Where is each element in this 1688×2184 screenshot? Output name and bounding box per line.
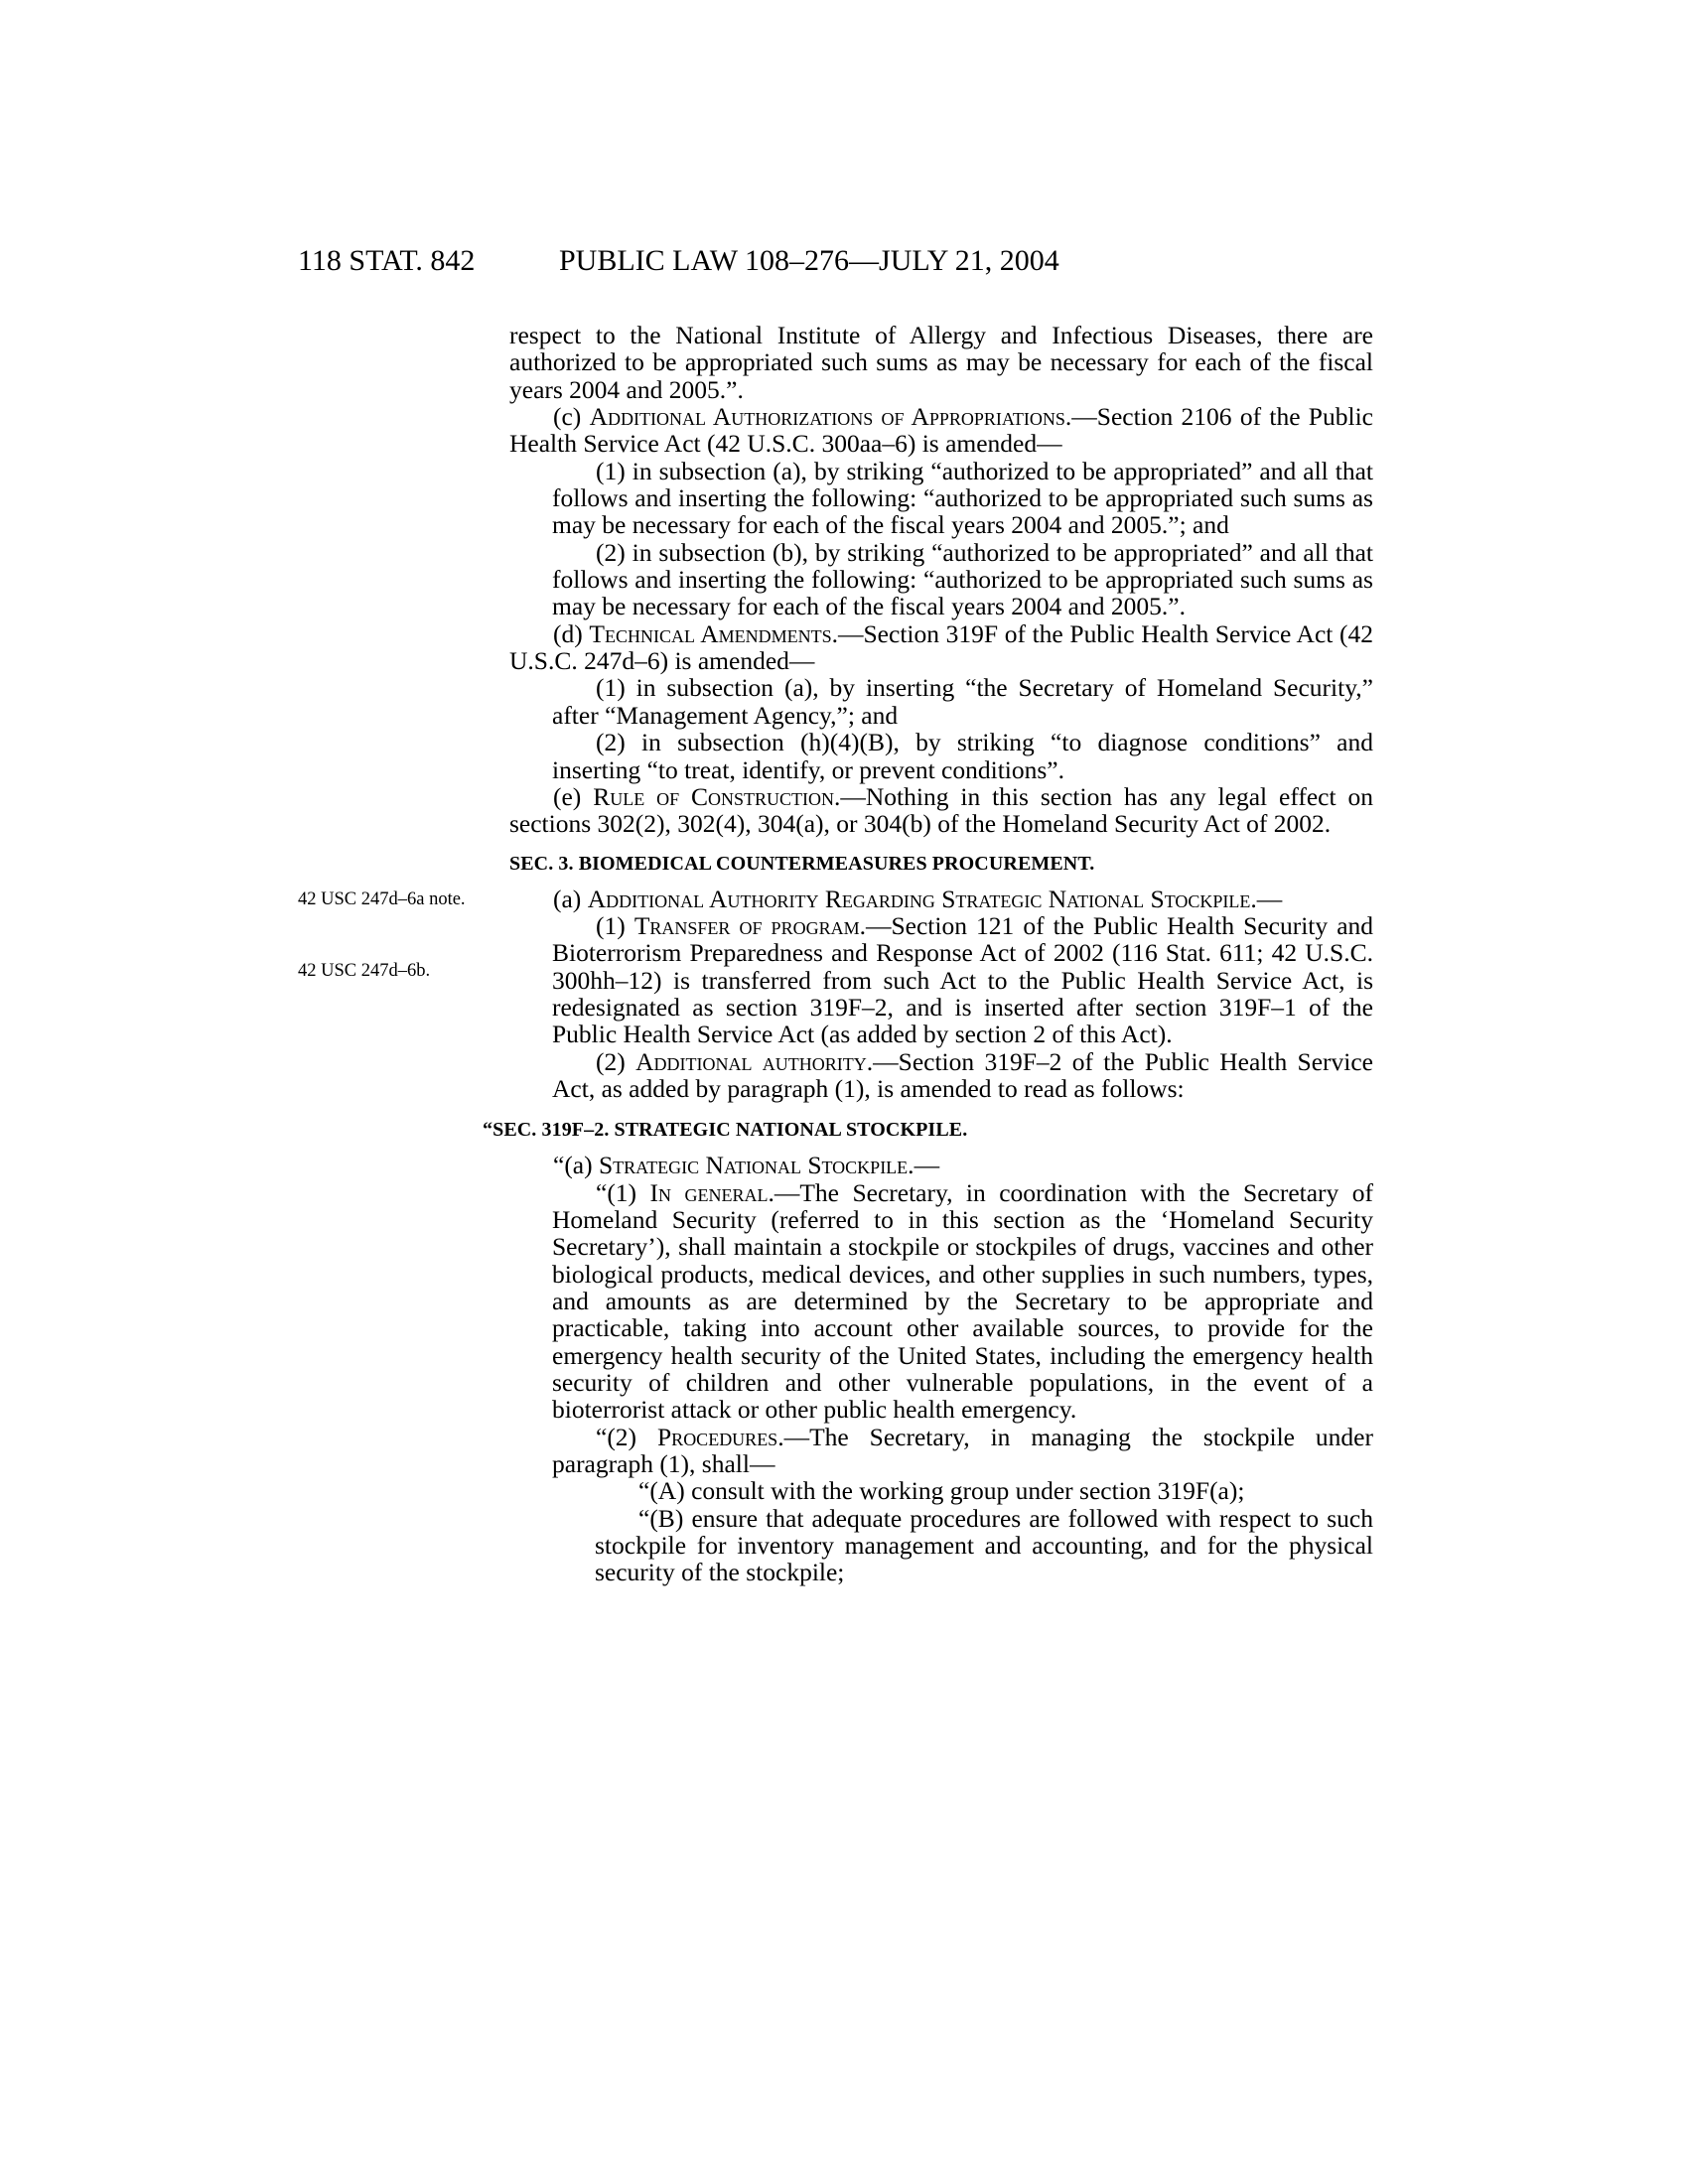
- paragraph-a-2-label: (2): [596, 1046, 636, 1076]
- quoted-paragraph-2-label: “(2): [596, 1422, 657, 1451]
- paragraph-d-2: (2) in subsection (h)(4)(B), by striking “to diagnose conditions” and inserting “to treat, identify, or prevent conditions”.: [552, 728, 1373, 784]
- subsection-d-heading: Technical Amendments.: [589, 618, 838, 648]
- quoted-paragraph-2-text: —The Secretary, in managing the stockpile under paragraph (1), shall—: [552, 1422, 1373, 1479]
- subsection-c-label: (c): [553, 402, 590, 432]
- subsection-d-text: —Section 319F of the Public Health Service Act (42 U.S.C. 247d–6) is amended—: [509, 618, 1373, 676]
- paragraph-c-2: (2) in subsection (b), by striking “authorized to be appropriated” and all that follows and inserting the following: “authorized to be appropriated such sums as may be necessary for each of the fiscal years 2004 and 2005.”.: [552, 537, 1373, 621]
- subsection-c: [509, 403, 1373, 458]
- quoted-subsection-a-label: “(a): [553, 1151, 599, 1180]
- subsection-c-heading: Additional Authorizations of Appropriations.: [589, 402, 1072, 432]
- subsection-a-text: —: [1256, 884, 1283, 913]
- quoted-subsection-a-heading: Strategic National Stockpile.: [599, 1151, 914, 1180]
- paragraph-a-1-text: —Section 121 of the Public Health Security and Bioterrorism Preparedness and Response Act of 2002 (116 Stat. 611; 42 U.S.C. 300hh–12) is transferred from such Act to the Public Health Service Act, is redesignated as section 319F–2, and is inserted after section 319F–1 of the Public Health Service Act (as added by section 2 of this Act).: [552, 910, 1374, 1049]
- quoted-subparagraph-B: “(B) ensure that adequate procedures are followed with respect to such stockpile for inventory management and accounting, and for the physical security of the stockpile;: [595, 1503, 1373, 1587]
- paragraph-a-1-heading: Transfer of program.: [633, 910, 866, 940]
- subsection-c-text: —Section 2106 of the Public Health Service Act (42 U.S.C. 300aa–6) is amended—: [509, 402, 1373, 459]
- subsection-a-label: (a): [553, 884, 588, 913]
- subsection-e-text: —Nothing in this section has any legal effect on sections 302(2), 302(4), 304(a), or 304(b) of the Homeland Security Act of 2002.: [509, 781, 1373, 839]
- quoted-paragraph-2-heading: Procedures.: [657, 1422, 784, 1451]
- subsection-a-heading: Additional Authority Regarding Strategic National Stockpile.: [587, 884, 1257, 913]
- quoted-subsection-a: [509, 1152, 1373, 1178]
- section-3-heading: SEC. 3. BIOMEDICAL COUNTERMEASURES PROCUREMENT.: [509, 852, 1095, 875]
- paragraph-a-1-label: (1): [596, 910, 634, 940]
- margin-note-247d-6b: 42 USC 247d–6b.: [298, 961, 431, 981]
- subsection-e: [509, 783, 1373, 838]
- margin-note-247d-6a: 42 USC 247d–6a note.: [298, 889, 466, 909]
- quoted-paragraph-2: [509, 1424, 1373, 1478]
- quoted-subparagraph-A: “(A) consult with the working group under section 319F(a);: [638, 1476, 1245, 1506]
- running-header: [0, 244, 1688, 284]
- quoted-paragraph-1-label: “(1): [596, 1177, 650, 1207]
- subsection-e-heading: Rule of Construction.: [593, 781, 841, 811]
- subsection-d: [509, 620, 1373, 675]
- subsection-e-label: (e): [553, 781, 594, 811]
- paragraph-c-1: (1) in subsection (a), by striking “authorized to be appropriated” and all that follows and inserting the following: “authorized to be appropriated such sums as may be necessary for each of the fiscal years 2004 and 2005.”; and: [552, 456, 1373, 540]
- quoted-paragraph-1-heading: In general.: [649, 1177, 774, 1207]
- section-319f-2-heading: “SEC. 319F–2. STRATEGIC NATIONAL STOCKPILE.: [483, 1119, 968, 1142]
- public-law-title: PUBLIC LAW 108–276—JULY 21, 2004: [559, 244, 1059, 277]
- paragraph-continuation: respect to the National Institute of Allergy and Infectious Diseases, there are authorized to be appropriated such sums as may be necessary for each of the fiscal years 2004 and 2005.”.: [509, 321, 1373, 404]
- paragraph-a-1: [509, 912, 1373, 1048]
- quoted-subsection-a-text: —: [914, 1151, 940, 1180]
- document-body: [483, 321, 1374, 1587]
- paragraph-a-2-heading: Additional authority.: [635, 1046, 874, 1076]
- quoted-paragraph-1-text: —The Secretary, in coordination with the Secretary of Homeland Security (referred to in this section as the ‘Homeland Security Secretary’), shall maintain a stockpile or stockpiles of drugs, vaccines and other biological products, medical devices, and other supplies in such numbers, types, and amounts as are determined by the Secretary to be appropriate and practicable, taking into account other available sources, to provide for the emergency health security of the United States, including the emergency health security of children and other vulnerable populations, in the event of a bioterrorist attack or other public health emergency.: [552, 1177, 1373, 1425]
- paragraph-d-1: (1) in subsection (a), by inserting “the Secretary of Homeland Security,” after “Management Agency,”; and: [552, 673, 1373, 730]
- paragraph-a-2: [509, 1048, 1373, 1103]
- quoted-paragraph-1: [509, 1179, 1373, 1424]
- statute-page-number: 118 STAT. 842: [298, 244, 476, 277]
- subsection-a: [509, 886, 1373, 912]
- subsection-d-label: (d): [553, 618, 590, 648]
- paragraph-a-2-text: —Section 319F–2 of the Public Health Service Act, as added by paragraph (1), is amended to read as follows:: [552, 1046, 1374, 1103]
